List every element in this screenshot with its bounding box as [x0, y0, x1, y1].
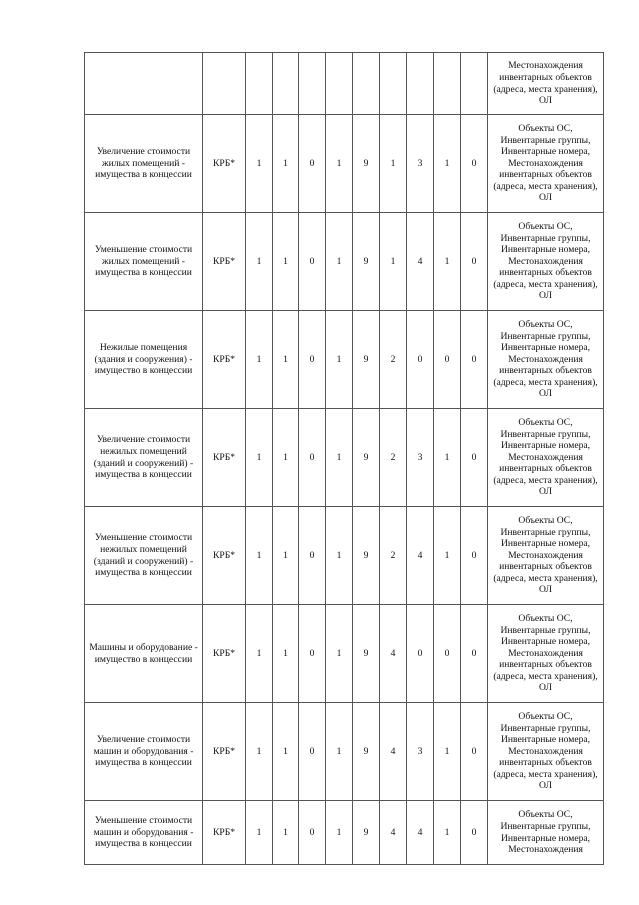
account-name-cell: Увеличение стоимости жилых помещений - имущества в концессии — [85, 115, 203, 213]
chart-of-accounts-table — [84, 52, 604, 865]
account-number-digit-cell: 1 — [326, 703, 353, 801]
account-number-digit-cell: 0 — [299, 213, 326, 311]
account-number-digit-cell: 0 — [434, 605, 461, 703]
account-number-digit-cell: 1 — [326, 409, 353, 507]
budget-classification-code-cell: КРБ* — [203, 703, 246, 801]
account-number-digit-cell: 0 — [299, 605, 326, 703]
table-row — [85, 213, 604, 311]
account-number-digit-cell: 1 — [246, 213, 273, 311]
account-number-digit-cell: 0 — [461, 605, 488, 703]
account-name-cell: Уменьшение стоимости жилых помещений - имущества в концессии — [85, 213, 203, 311]
account-number-digit-cell: 1 — [326, 507, 353, 605]
account-number-digit-cell: 0 — [461, 507, 488, 605]
account-number-digit-cell: 9 — [353, 605, 380, 703]
account-number-digit-cell: 0 — [299, 801, 326, 865]
account-number-digit-cell: 0 — [434, 311, 461, 409]
account-number-digit-cell: 1 — [434, 115, 461, 213]
budget-classification-code-cell: КРБ* — [203, 605, 246, 703]
table-row — [85, 605, 604, 703]
account-number-digit-cell: 4 — [380, 801, 407, 865]
account-number-digit-cell: 4 — [380, 703, 407, 801]
account-number-digit-cell — [461, 53, 488, 115]
account-number-digit-cell — [353, 53, 380, 115]
account-number-digit-cell: 1 — [273, 213, 299, 311]
account-number-digit-cell: 1 — [273, 311, 299, 409]
account-number-digit-cell: 0 — [461, 703, 488, 801]
account-number-digit-cell: 1 — [246, 409, 273, 507]
account-number-digit-cell: 0 — [299, 409, 326, 507]
account-number-digit-cell: 3 — [407, 703, 434, 801]
analytics-cell: Объекты ОС, Инвентарные группы, Инвентарные номера, Местонахождения инвентарных объектов (адреса, места хранения), ОЛ — [488, 703, 604, 801]
account-number-digit-cell: 1 — [380, 213, 407, 311]
account-number-digit-cell — [299, 53, 326, 115]
account-number-digit-cell: 1 — [380, 115, 407, 213]
account-number-digit-cell: 0 — [299, 115, 326, 213]
account-number-digit-cell: 1 — [246, 703, 273, 801]
analytics-cell: Местонахождения инвентарных объектов (адреса, места хранения), ОЛ — [488, 53, 604, 115]
table-row — [85, 507, 604, 605]
table-body — [85, 53, 604, 865]
account-number-digit-cell: 1 — [246, 801, 273, 865]
account-name-cell: Увеличение стоимости машин и оборудования - имущества в концессии — [85, 703, 203, 801]
budget-classification-code-cell: КРБ* — [203, 311, 246, 409]
document-page — [84, 52, 603, 865]
account-number-digit-cell: 2 — [380, 409, 407, 507]
account-number-digit-cell: 0 — [299, 311, 326, 409]
account-number-digit-cell: 1 — [273, 409, 299, 507]
account-name-cell: Уменьшение стоимости нежилых помещений (зданий и сооружений) - имущества в концессии — [85, 507, 203, 605]
table-row-continued — [85, 53, 604, 115]
analytics-cell: Объекты ОС, Инвентарные группы, Инвентарные номера, Местонахождения инвентарных объектов (адреса, места хранения), ОЛ — [488, 311, 604, 409]
account-number-digit-cell — [407, 53, 434, 115]
table-row — [85, 311, 604, 409]
account-number-digit-cell: 1 — [326, 605, 353, 703]
account-number-digit-cell: 3 — [407, 115, 434, 213]
budget-classification-code-cell: КРБ* — [203, 213, 246, 311]
account-number-digit-cell: 1 — [273, 605, 299, 703]
account-number-digit-cell: 0 — [461, 311, 488, 409]
table-row — [85, 409, 604, 507]
account-number-digit-cell: 1 — [273, 703, 299, 801]
analytics-cell: Объекты ОС, Инвентарные группы, Инвентарные номера, Местонахождения инвентарных объектов (адреса, места хранения), ОЛ — [488, 213, 604, 311]
account-number-digit-cell: 9 — [353, 703, 380, 801]
account-number-digit-cell — [434, 53, 461, 115]
account-number-digit-cell: 9 — [353, 213, 380, 311]
table-row — [85, 115, 604, 213]
analytics-cell: Объекты ОС, Инвентарные группы, Инвентарные номера, Местонахождения инвентарных объектов (адреса, места хранения), ОЛ — [488, 409, 604, 507]
account-number-digit-cell: 4 — [407, 801, 434, 865]
table-row — [85, 703, 604, 801]
account-number-digit-cell: 0 — [461, 115, 488, 213]
account-number-digit-cell: 1 — [434, 213, 461, 311]
account-number-digit-cell: 1 — [246, 115, 273, 213]
account-number-digit-cell: 4 — [380, 605, 407, 703]
account-number-digit-cell: 9 — [353, 409, 380, 507]
account-number-digit-cell: 2 — [380, 507, 407, 605]
account-number-digit-cell: 1 — [273, 115, 299, 213]
account-number-digit-cell: 1 — [434, 409, 461, 507]
budget-classification-code-cell — [203, 53, 246, 115]
analytics-cell: Объекты ОС, Инвентарные группы, Инвентарные номера, Местонахождения инвентарных объектов (адреса, места хранения), ОЛ — [488, 605, 604, 703]
account-number-digit-cell: 0 — [461, 409, 488, 507]
account-number-digit-cell: 2 — [380, 311, 407, 409]
account-name-cell: Машины и оборудование - имущество в концессии — [85, 605, 203, 703]
account-number-digit-cell: 1 — [273, 801, 299, 865]
budget-classification-code-cell: КРБ* — [203, 507, 246, 605]
table-row-continues — [85, 801, 604, 865]
account-number-digit-cell: 9 — [353, 507, 380, 605]
account-number-digit-cell — [246, 53, 273, 115]
account-number-digit-cell: 0 — [299, 507, 326, 605]
account-name-cell: Нежилые помещения (здания и сооружения) - имущество в концессии — [85, 311, 203, 409]
account-name-cell: Увеличение стоимости нежилых помещений (зданий и сооружений) - имущества в концессии — [85, 409, 203, 507]
account-number-digit-cell: 3 — [407, 409, 434, 507]
account-number-digit-cell: 4 — [407, 507, 434, 605]
budget-classification-code-cell: КРБ* — [203, 115, 246, 213]
account-number-digit-cell: 1 — [434, 801, 461, 865]
account-name-cell: Уменьшение стоимости машин и оборудования - имущества в концессии — [85, 801, 203, 865]
account-number-digit-cell: 1 — [434, 703, 461, 801]
budget-classification-code-cell: КРБ* — [203, 409, 246, 507]
analytics-cell: Объекты ОС, Инвентарные группы, Инвентарные номера, Местонахождения инвентарных объектов (адреса, места хранения), ОЛ — [488, 507, 604, 605]
account-number-digit-cell: 1 — [246, 311, 273, 409]
account-number-digit-cell: 1 — [326, 213, 353, 311]
account-number-digit-cell: 0 — [299, 703, 326, 801]
account-number-digit-cell — [326, 53, 353, 115]
account-number-digit-cell — [273, 53, 299, 115]
account-number-digit-cell: 1 — [246, 605, 273, 703]
account-number-digit-cell: 0 — [407, 311, 434, 409]
account-number-digit-cell: 0 — [407, 605, 434, 703]
account-number-digit-cell: 9 — [353, 801, 380, 865]
account-number-digit-cell: 1 — [326, 801, 353, 865]
analytics-cell: Объекты ОС, Инвентарные группы, Инвентарные номера, Местонахождения — [488, 801, 604, 865]
budget-classification-code-cell: КРБ* — [203, 801, 246, 865]
account-number-digit-cell: 9 — [353, 311, 380, 409]
account-number-digit-cell: 1 — [246, 507, 273, 605]
account-name-cell — [85, 53, 203, 115]
account-number-digit-cell: 1 — [326, 311, 353, 409]
account-number-digit-cell: 4 — [407, 213, 434, 311]
account-number-digit-cell — [380, 53, 407, 115]
analytics-cell: Объекты ОС, Инвентарные группы, Инвентарные номера, Местонахождения инвентарных объектов (адреса, места хранения), ОЛ — [488, 115, 604, 213]
account-number-digit-cell: 0 — [461, 801, 488, 865]
account-number-digit-cell: 0 — [461, 213, 488, 311]
account-number-digit-cell: 9 — [353, 115, 380, 213]
account-number-digit-cell: 1 — [273, 507, 299, 605]
account-number-digit-cell: 1 — [326, 115, 353, 213]
account-number-digit-cell: 1 — [434, 507, 461, 605]
